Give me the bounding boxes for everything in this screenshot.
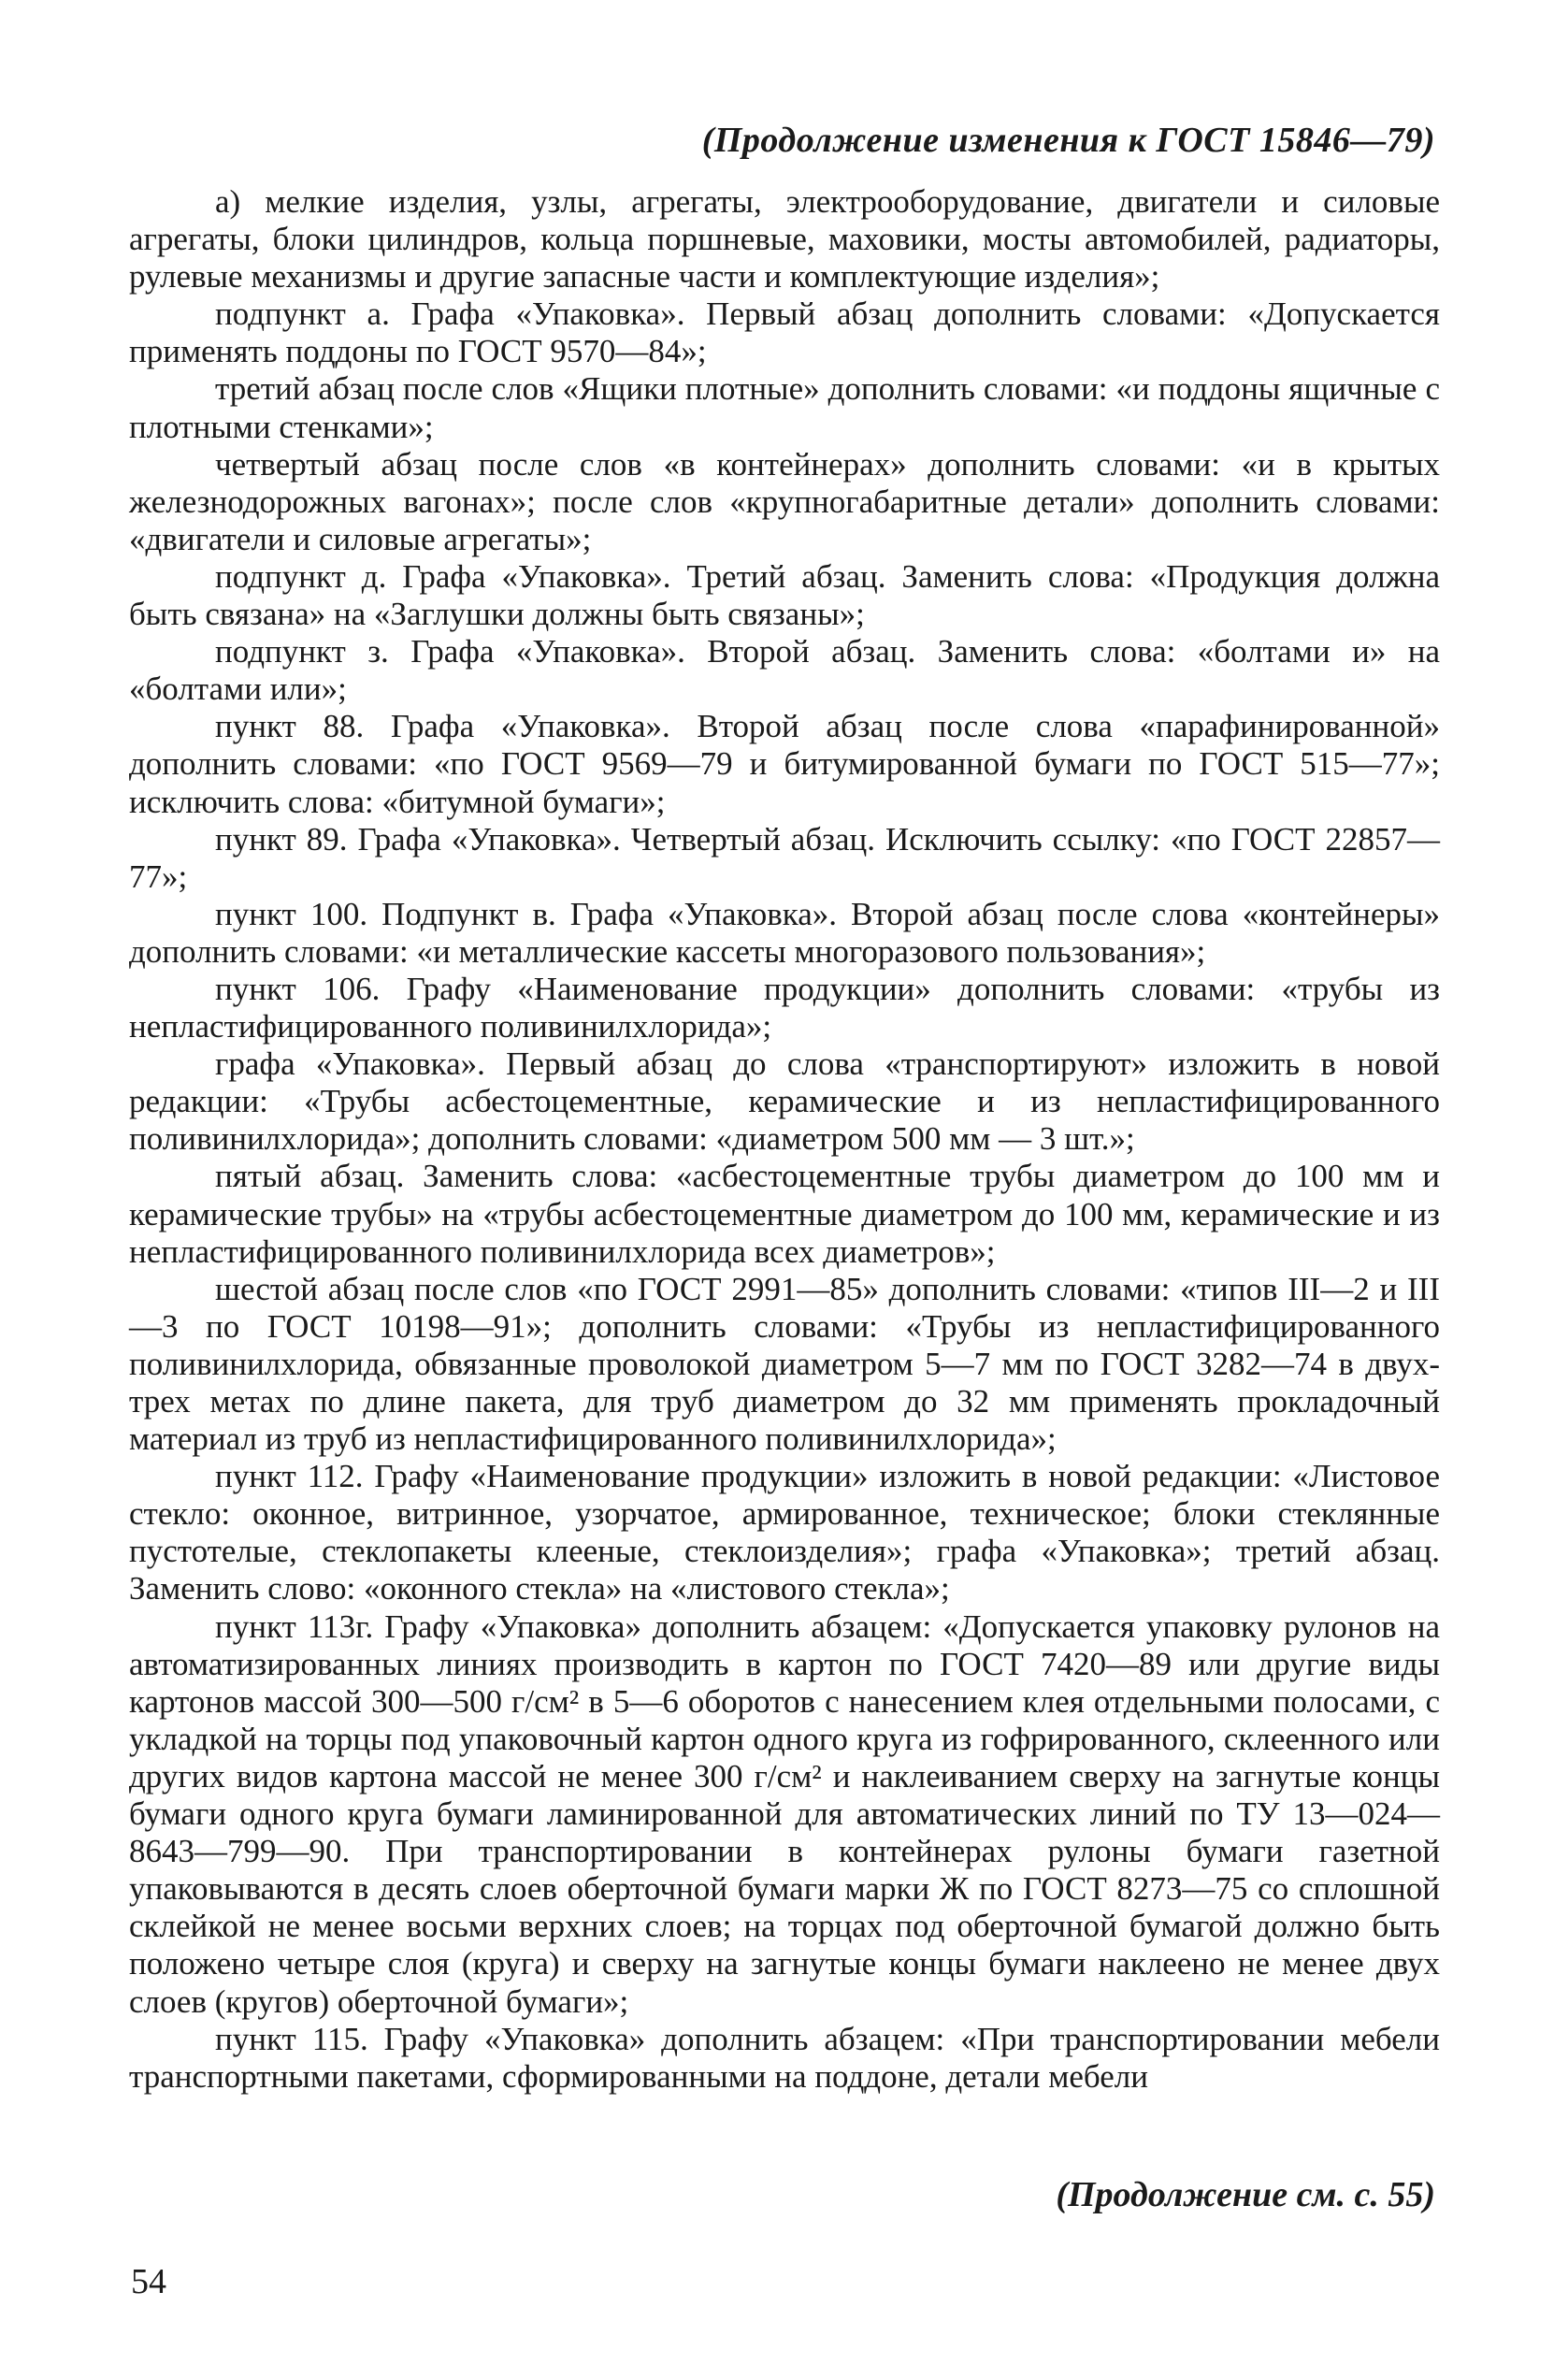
paragraph: а) мелкие изделия, узлы, агрегаты, электрооборудование, двигатели и силовые агрегаты, блоки цилиндров, кольца поршневые, маховики, мосты автомобилей, радиаторы, рулевые механизмы и другие запасные части и комплектующие изделия»; (129, 183, 1440, 296)
paragraph: графа «Упаковка». Первый абзац до слова «транспортируют» изложить в новой редакции: «Трубы асбестоцементные, керамические и из непластифицированного поливинилхлорида»; дополнить словами: «диаметром 500 мм — 3 шт.»; (129, 1045, 1440, 1158)
paragraph: третий абзац после слов «Ящики плотные» дополнить словами: «и поддоны ящичные с плотными стенками»; (129, 370, 1440, 445)
paragraph: четвертый абзац после слов «в контейнерах» дополнить словами: «и в крытых железнодорожных вагонах»; после слов «крупногабаритные детали» дополнить словами: «двигатели и силовые агрегаты»; (129, 445, 1440, 557)
paragraph: подпункт д. Графа «Упаковка». Третий абзац. Заменить слова: «Продукция должна быть связана» на «Заглушки должны быть связаны»; (129, 557, 1440, 633)
paragraph: пятый абзац. Заменить слова: «асбестоцементные трубы диаметром до 100 мм и керамические трубы» на «трубы асбестоцементные диаметром до 100 мм, керамические и из непластифицированного поливинилхлорида всех диаметров»; (129, 1158, 1440, 1270)
paragraph: пункт 88. Графа «Упаковка». Второй абзац после слова «парафинированной» дополнить словами: «по ГОСТ 9569—79 и битумированной бумаги по ГОСТ 515—77»; исключить слова: «битумной бумаги»; (129, 708, 1440, 820)
paragraph: пункт 113г. Графу «Упаковка» дополнить абзацем: «Допускается упаковку рулонов на автоматизированных линиях производить в картон по ГОСТ 7420—89 или другие виды картонов массой 300—500 г/см² в 5—6 оборотов с нанесением клея отдельными полосами, с укладкой на торцы под упаковочный картон одного круга из гофрированного, склеенного или других видов картона массой не менее 300 г/см² и наклеиванием сверху на загнутые концы бумаги одного круга бумаги ламинированной для автоматических линий по ТУ 13—024—8643—799—90. При транспортировании в контейнерах рулоны бумаги газетной упаковываются в десять слоев оберточной бумаги марки Ж по ГОСТ 8273—75 со сплошной склейкой не менее восьми верхних слоев; на торцах под оберточной бумагой должно быть положено четыре слоя (круга) и сверху на загнутые концы бумаги наклеено не менее двух слоев (кругов) оберточной бумаги»; (129, 1607, 1440, 2020)
body-text (129, 183, 1440, 2096)
paragraph: пункт 89. Графа «Упаковка». Четвертый абзац. Исключить ссылку: «по ГОСТ 22857—77»; (129, 820, 1440, 895)
paragraph: пункт 112. Графу «Наименование продукции» изложить в новой редакции: «Листовое стекло: оконное, витринное, узорчатое, армированное, техническое; блоки стеклянные пустотелые, стеклопакеты клееные, стеклоизделия»; графа «Упаковка»; третий абзац. Заменить слово: «оконного стекла» на «листового стекла»; (129, 1458, 1440, 1607)
paragraph: подпункт з. Графа «Упаковка». Второй абзац. Заменить слова: «болтами и» на «болтами или»; (129, 633, 1440, 708)
continuation-note: (Продолжение см. с. 55) (1056, 2175, 1435, 2214)
paragraph: пункт 100. Подпункт в. Графа «Упаковка». Второй абзац после слова «контейнеры» дополнить словами: «и металлические кассеты многоразового пользования»; (129, 895, 1440, 970)
running-header: (Продолжение изменения к ГОСТ 15846—79) (701, 121, 1435, 160)
paragraph: подпункт а. Графа «Упаковка». Первый абзац дополнить словами: «Допускается применять поддоны по ГОСТ 9570—84»; (129, 296, 1440, 370)
paragraph: шестой абзац после слов «по ГОСТ 2991—85» дополнить словами: «типов III—2 и III—3 по ГОСТ 10198—91»; дополнить словами: «Трубы из непластифицированного поливинилхлорида, обвязанные проволокой диаметром 5—7 мм по ГОСТ 3282—74 в двух-трех метах по длине пакета, для труб диаметром до 32 мм применять прокладочный материал из труб из непластифицированного поливинилхлорида»; (129, 1270, 1440, 1458)
page-number: 54 (131, 2262, 166, 2301)
paragraph: пункт 106. Графу «Наименование продукции» дополнить словами: «трубы из непластифицированного поливинилхлорида»; (129, 970, 1440, 1045)
paragraph: пункт 115. Графу «Упаковка» дополнить абзацем: «При транспортировании мебели транспортными пакетами, сформированными на поддоне, детали мебели (129, 2020, 1440, 2095)
